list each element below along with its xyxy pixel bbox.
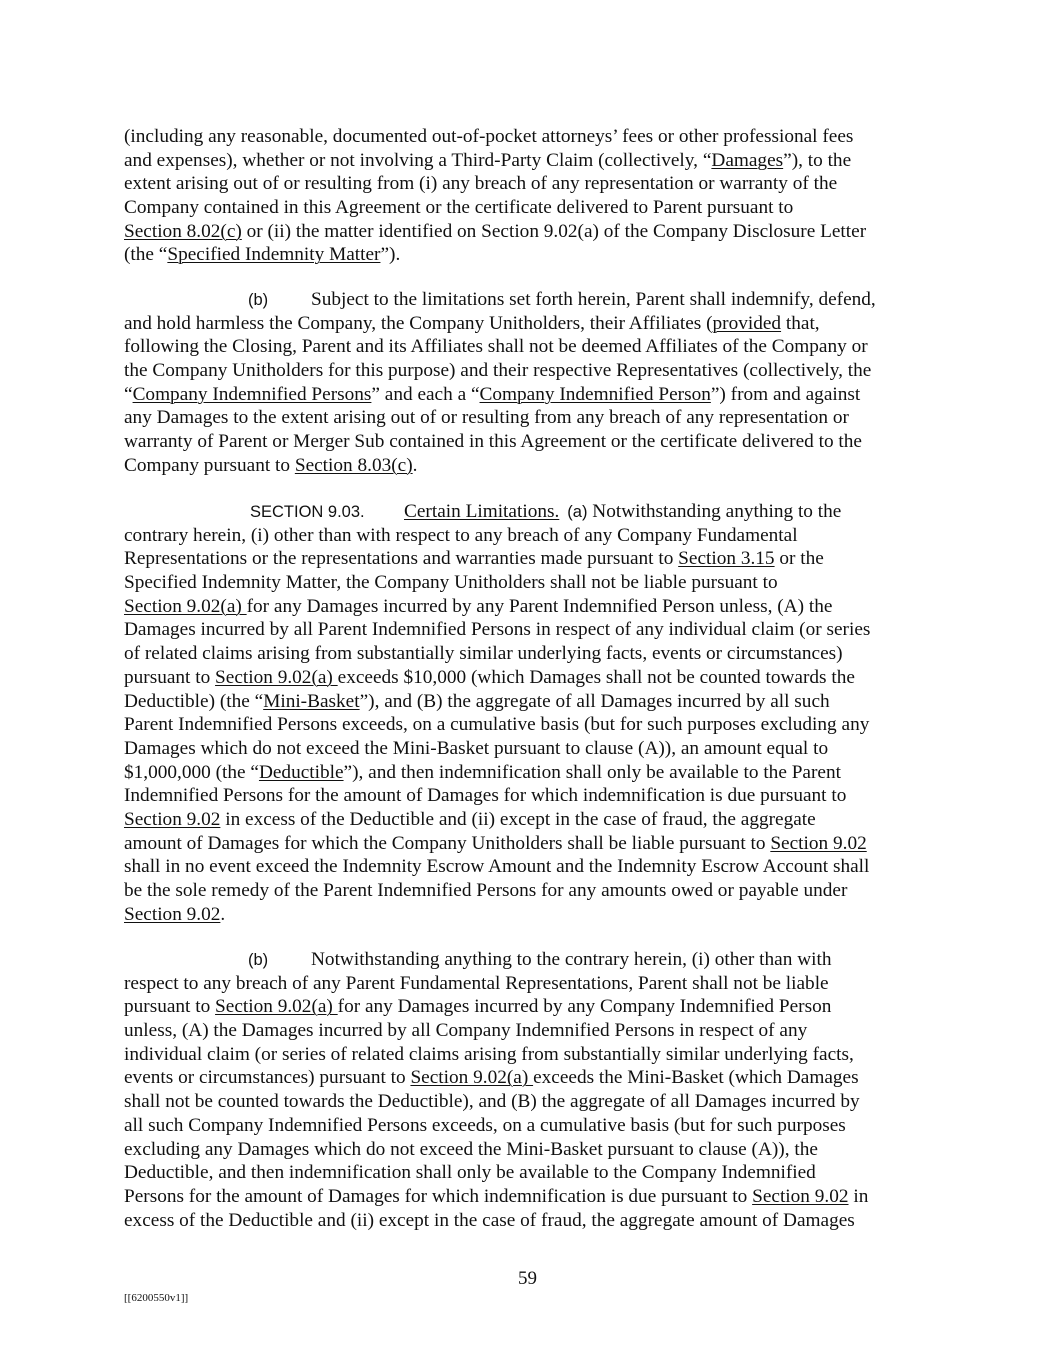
text-line <box>124 243 944 267</box>
cross-reference-link: Mini-Basket <box>263 690 360 712</box>
text-line <box>124 761 944 785</box>
text-line <box>124 618 944 642</box>
text-line <box>124 903 944 927</box>
text-segment: or the <box>774 548 824 570</box>
text-segment: be the sole remedy of the Parent Indemnified Persons for any amounts owed or payable under <box>124 880 848 901</box>
text-line <box>124 430 944 454</box>
text-segment: for any Damages incurred by any Parent Indemnified Person unless, (A) the <box>246 595 833 617</box>
paragraph-indemnification-a-continued <box>124 125 944 267</box>
text-segment: “ <box>124 383 133 405</box>
text-line <box>124 1090 944 1114</box>
cross-reference-link: Section 8.02(c) <box>124 220 242 242</box>
text-line <box>124 1019 944 1043</box>
text-segment: (including any reasonable, documented out-of-pocket attorneys’ fees or other professional fees <box>124 126 854 147</box>
paragraph-indemnification-b <box>124 288 944 478</box>
text-line <box>124 312 944 336</box>
text-segment: $1,000,000 (the “ <box>124 761 259 783</box>
text-segment: Specified Indemnity Matter, the Company Unitholders shall not be liable pursuant to <box>124 572 778 594</box>
section-label: SECTION 9.03. <box>250 503 365 521</box>
text-line <box>124 1066 944 1090</box>
cross-reference-link: Deductible <box>258 761 344 783</box>
text-segment: ”), and (B) the aggregate of all Damages incurred by all such <box>359 690 830 712</box>
cross-reference-link: Section 9.02(a) <box>124 595 247 617</box>
text-segment: Damages which do not exceed the Mini-Basket pursuant to clause (A)), an amount equal to <box>124 737 829 759</box>
text-line <box>124 713 944 737</box>
section-label: (b) <box>248 951 269 969</box>
text-segment: contrary herein, (i) other than with respect to any breach of any Company Fundamental <box>124 524 798 546</box>
text-line <box>124 500 944 524</box>
text-segment: or (ii) the matter identified on Section 9.02(a) of the Company Disclosure Letter <box>241 220 867 242</box>
cross-reference-link: Section 9.02(a) <box>215 666 338 688</box>
text-segment: of related claims arising from substantially similar underlying facts, events or circumstances) <box>124 643 843 665</box>
text-line <box>124 855 944 879</box>
text-segment: . <box>412 454 418 476</box>
cross-reference-link: Section 9.02(a) <box>215 996 338 1018</box>
text-segment: exceeds the Mini-Basket (which Damages <box>533 1067 859 1089</box>
text-segment: exceeds $10,000 (which Damages shall not be counted towards the <box>337 666 855 688</box>
cross-reference-link: Section 9.02 <box>124 903 221 925</box>
text-segment: ”). <box>380 244 401 266</box>
cross-reference-link: Section 9.02(a) <box>410 1067 534 1089</box>
text-line <box>124 1161 944 1185</box>
text-line <box>124 972 944 996</box>
cross-reference-link: Section 3.15 <box>678 548 775 570</box>
text-line <box>124 454 944 478</box>
text-line <box>124 1138 944 1162</box>
text-segment: extent arising out of or resulting from (i) any breach of any representation or warranty of the <box>124 173 838 195</box>
text-line <box>124 335 944 359</box>
text-segment: the Company Unitholders for this purpose) and their respective Representatives (collectively, the <box>124 360 872 382</box>
paragraph-section-9-03-b <box>124 948 944 1232</box>
text-line <box>124 784 944 808</box>
text-segment: warranty of Parent or Merger Sub contained in this Agreement or the certificate delivered to the <box>124 431 862 453</box>
text-segment: Company contained in this Agreement or the certificate delivered to Parent pursuant to <box>124 197 794 219</box>
text-line <box>124 172 944 196</box>
text-segment: and expenses), whether or not involving a Third-Party Claim (collectively, “ <box>124 149 712 171</box>
text-segment: for any Damages incurred by any Company Indemnified Person <box>337 996 832 1018</box>
text-line <box>124 1114 944 1138</box>
page-number: 59 <box>518 1268 537 1289</box>
text-segment: events or circumstances) pursuant to <box>124 1067 411 1089</box>
text-segment: Damages incurred by all Parent Indemnified Persons in respect of any individual claim (or series <box>124 619 871 641</box>
text-segment: Company pursuant to <box>124 454 295 476</box>
text-segment: ”), to the <box>783 149 852 171</box>
text-line <box>124 149 944 173</box>
text-line <box>124 879 944 903</box>
paragraph-section-9-03-a <box>124 500 944 926</box>
text-line <box>124 125 944 149</box>
cross-reference-link: Section 9.02 <box>752 1185 849 1207</box>
text-segment: Indemnified Persons for the amount of Damages for which indemnification is due pursuant to <box>124 785 847 807</box>
text-line <box>124 642 944 666</box>
text-segment: unless, (A) the Damages incurred by all Company Indemnified Persons in respect of any <box>124 1020 808 1042</box>
text-line <box>124 832 944 856</box>
cross-reference-link: Company Indemnified Persons <box>132 383 372 405</box>
text-line <box>124 524 944 548</box>
text-segment: pursuant to <box>124 996 216 1018</box>
text-segment: any Damages to the extent arising out of or resulting from any breach of any representation or <box>124 407 849 429</box>
text-segment: amount of Damages for which the Company Unitholders shall be liable pursuant to <box>124 832 771 854</box>
text-line <box>124 1209 944 1233</box>
text-segment: and hold harmless the Company, the Company Unitholders, their Affiliates ( <box>124 312 713 334</box>
text-line <box>124 359 944 383</box>
text-segment: in <box>848 1185 869 1207</box>
text-line <box>124 1043 944 1067</box>
section-label: (b) <box>248 291 269 309</box>
text-segment: Notwithstanding anything to the <box>587 501 842 522</box>
text-line <box>124 995 944 1019</box>
text-line <box>124 1185 944 1209</box>
cross-reference-link: Section 9.02 <box>770 832 867 854</box>
text-segment: Persons for the amount of Damages for which indemnification is due pursuant to <box>124 1185 753 1207</box>
text-segment: excess of the Deductible and (ii) except in the case of fraud, the aggregate amount of Damages <box>124 1209 855 1231</box>
text-segment: Deductible, and then indemnification shall only be available to the Company Indemnified <box>124 1162 816 1184</box>
text-segment: pursuant to <box>124 666 216 688</box>
text-line <box>124 288 944 312</box>
text-segment: in excess of the Deductible and (ii) except in the case of fraud, the aggregate <box>220 808 816 830</box>
text-segment: ”), and then indemnification shall only be available to the Parent <box>343 761 841 783</box>
text-segment: Representations or the representations and warranties made pursuant to <box>124 548 679 570</box>
text-segment: Subject to the limitations set forth herein, Parent shall indemnify, defend, <box>311 289 876 310</box>
cross-reference-link: Section 8.03(c) <box>294 454 413 476</box>
text-segment: individual claim (or series of related claims arising from substantially similar underlying facts, <box>124 1043 854 1065</box>
text-segment: all such Company Indemnified Persons exceeds, on a cumulative basis (but for such purposes <box>124 1114 846 1136</box>
text-line <box>124 737 944 761</box>
text-segment: following the Closing, Parent and its Affiliates shall not be deemed Affiliates of the Company or <box>124 336 868 358</box>
text-line <box>124 220 944 244</box>
text-segment: (the “ <box>124 244 168 266</box>
document-id: [[6200550v1]] <box>124 1292 189 1304</box>
text-line <box>124 666 944 690</box>
cross-reference-link: Damages <box>711 149 784 171</box>
text-line <box>124 406 944 430</box>
text-segment: ”) from and against <box>710 383 861 405</box>
text-segment: shall in no event exceed the Indemnity Escrow Amount and the Indemnity Escrow Account shall <box>124 856 870 878</box>
text-line <box>124 808 944 832</box>
text-segment: Deductible) (the “ <box>124 690 264 712</box>
text-segment: Parent Indemnified Persons exceeds, on a cumulative basis (but for such purposes excluding any <box>124 714 870 736</box>
text-line <box>124 595 944 619</box>
cross-reference-link: Section 9.02 <box>124 808 221 830</box>
text-line <box>124 571 944 595</box>
text-line <box>124 196 944 220</box>
text-line <box>124 547 944 571</box>
text-line <box>124 948 944 972</box>
cross-reference-link: Certain Limitations. <box>404 501 560 522</box>
text-line <box>124 690 944 714</box>
cross-reference-link: Company Indemnified Person <box>479 383 711 405</box>
text-segment: . <box>220 903 226 925</box>
text-segment: that, <box>781 312 820 334</box>
text-line <box>124 383 944 407</box>
text-segment: shall not be counted towards the Deductible), and (B) the aggregate of all Damages incurred by <box>124 1091 860 1113</box>
text-segment: ” and each a “ <box>371 383 480 405</box>
cross-reference-link: Specified Indemnity Matter <box>167 244 381 266</box>
cross-reference-link: provided <box>712 312 782 334</box>
text-segment: respect to any breach of any Parent Fundamental Representations, Parent shall not be liable <box>124 972 829 994</box>
text-segment: excluding any Damages which do not exceed the Mini-Basket pursuant to clause (A)), the <box>124 1138 818 1160</box>
section-label: (a) <box>567 503 588 521</box>
text-segment: Notwithstanding anything to the contrary herein, (i) other than with <box>311 949 832 970</box>
